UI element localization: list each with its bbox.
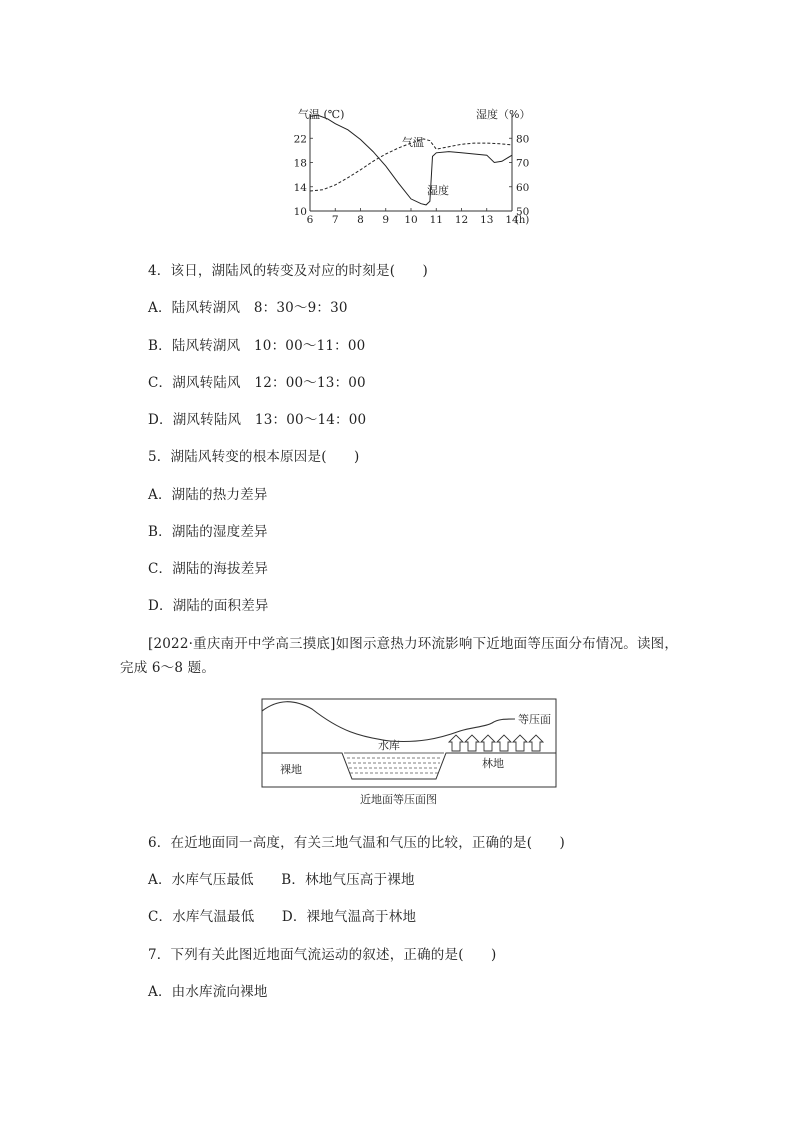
question-7-stem: 7．下列有关此图近地面气流运动的叙述，正确的是( ) xyxy=(148,947,497,963)
diagram-caption: 近地面等压面图 xyxy=(360,793,437,806)
left-tick-label: 10 xyxy=(293,206,307,218)
x-tick-label: 9 xyxy=(382,214,390,226)
forest-label: 林地 xyxy=(482,757,504,770)
temperature-humidity-chart xyxy=(290,100,540,235)
x-unit-label: (h) xyxy=(515,215,530,226)
right-tick-label: 50 xyxy=(516,206,530,218)
rising-arrow-icon xyxy=(529,735,543,751)
intro-line-2: 完成 6～8 题。 xyxy=(120,660,216,676)
x-tick-label: 13 xyxy=(480,214,494,226)
x-tick-label: 14 xyxy=(505,214,519,226)
question-4-option-b: B．陆风转湖风 10：00～11：00 xyxy=(148,338,366,354)
question-5-stem: 5．湖陆风转变的根本原因是( ) xyxy=(148,449,360,465)
isobar-label: 等压面 xyxy=(518,713,551,726)
question-6-stem: 6．在近地面同一高度，有关三地气温和气压的比较，正确的是( ) xyxy=(148,835,566,851)
left-tick-label: 18 xyxy=(293,157,307,170)
x-tick-label: 10 xyxy=(404,214,418,226)
rising-arrow-icon xyxy=(497,735,511,751)
question-5-option-c: C．湖陆的海拔差异 xyxy=(148,561,269,577)
right-tick-label: 70 xyxy=(516,157,530,170)
diagram-frame xyxy=(262,699,556,787)
x-tick-label: 12 xyxy=(454,214,469,226)
reservoir-water xyxy=(347,758,441,773)
question-5-option-b: B．湖陆的湿度差异 xyxy=(148,524,268,540)
rising-arrow-icon xyxy=(465,735,479,751)
x-tick-label: 8 xyxy=(357,214,364,226)
left-axis-label: 气温 (℃) xyxy=(298,108,345,121)
rising-arrow-icon xyxy=(449,735,463,751)
ground-profile xyxy=(262,753,556,779)
question-5-option-a: A．湖陆的热力差异 xyxy=(148,487,268,503)
right-tick-label: 80 xyxy=(516,133,530,146)
question-6-options-row-1: A．水库气压最低 B．林地气压高于裸地 xyxy=(148,872,415,888)
question-4-option-a: A．陆风转湖风 8：30～9：30 xyxy=(148,300,348,316)
left-tick-label: 14 xyxy=(293,181,307,194)
x-tick-label: 6 xyxy=(306,214,314,226)
series-line-humidity xyxy=(310,115,512,205)
isobar-diagram xyxy=(260,697,560,809)
intro-line-1: [2022·重庆南开中学高三摸底]如图示意热力环流影响下近地面等压面分布情况。读图， xyxy=(148,636,679,652)
question-4-option-d: D．湖风转陆风 13：00～14：00 xyxy=(148,412,367,428)
left-tick-label: 22 xyxy=(293,133,307,146)
chart-axes xyxy=(310,114,512,211)
bare-land-label: 裸地 xyxy=(280,763,302,776)
rising-arrow-icon xyxy=(513,735,527,751)
rising-arrow-icon xyxy=(481,735,495,751)
right-tick-label: 60 xyxy=(516,181,530,194)
rising-air-arrows xyxy=(449,735,543,751)
series-label-temperature: 气温 xyxy=(402,136,424,149)
x-tick-label: 7 xyxy=(331,214,339,226)
chart-series xyxy=(310,115,512,205)
reservoir-label: 水库 xyxy=(378,739,400,752)
isobar-curve xyxy=(262,702,515,742)
question-4-option-c: C．湖风转陆风 12：00～13：00 xyxy=(148,375,366,391)
question-6-options-row-2: C．水库气温最低 D．裸地气温高于林地 xyxy=(148,909,417,925)
question-7-option-a: A．由水库流向裸地 xyxy=(148,984,268,1000)
question-4-stem: 4．该日，湖陆风的转变及对应的时刻是( ) xyxy=(148,263,429,279)
right-axis-label: 湿度（%） xyxy=(476,108,531,121)
series-label-humidity: 湿度 xyxy=(427,184,449,197)
question-5-option-d: D．湖陆的面积差异 xyxy=(148,598,269,614)
x-tick-label: 11 xyxy=(429,214,443,226)
